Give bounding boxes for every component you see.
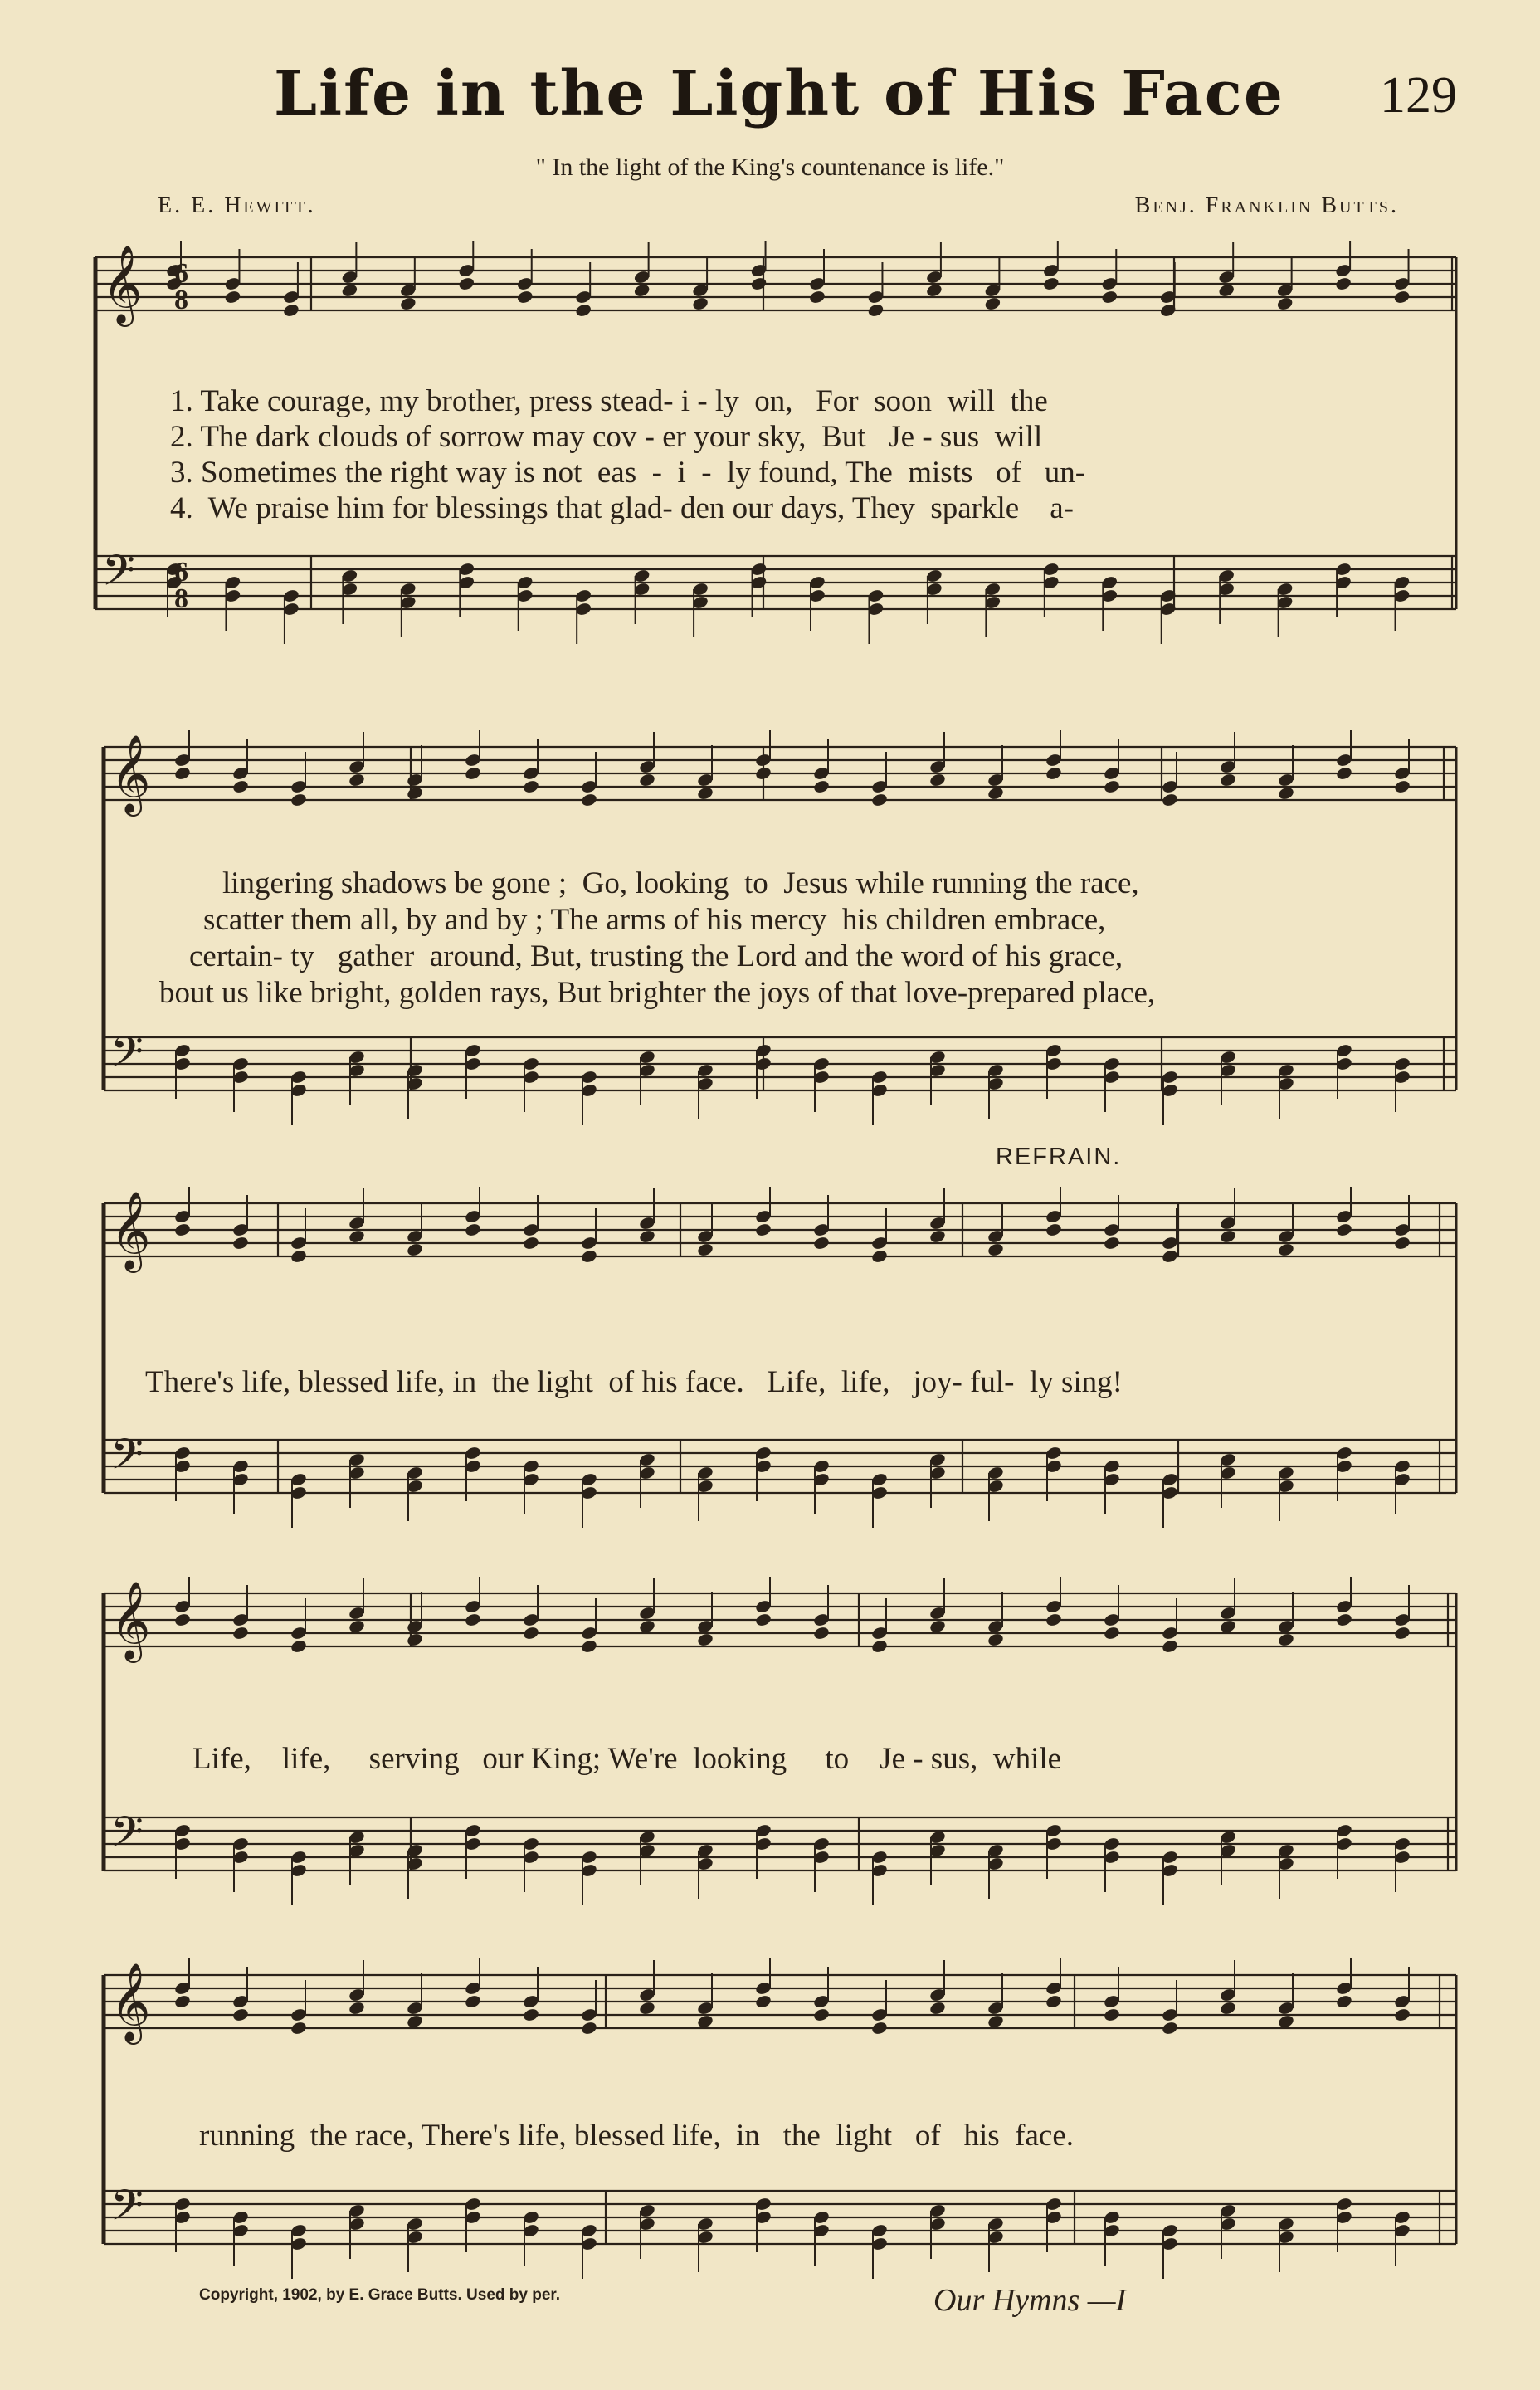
note-head (870, 1639, 889, 1655)
bass-clef-icon: 𝄢 (110, 1807, 144, 1867)
note-head (870, 1249, 889, 1265)
epigraph: " In the light of the King's countenance is life." (535, 154, 1005, 181)
note-head (812, 779, 831, 795)
note-head (1277, 2014, 1295, 2030)
note-head (1045, 766, 1063, 782)
note-head (406, 2014, 424, 2030)
note-head (1219, 2001, 1237, 2017)
hymn-title: Life in the Light of His Face (274, 58, 1284, 129)
note-head (580, 793, 598, 808)
treble-clef-icon: 𝄞 (110, 1581, 151, 1660)
note-head (173, 1612, 192, 1628)
book-footer: Our Hymns —I (933, 2283, 1127, 2318)
note-head (987, 2014, 1005, 2030)
note-head (1045, 1222, 1063, 1238)
note-head (928, 773, 947, 788)
refrain-line-2: Life, life, serving our King; We're looking to Je - sus, while (192, 1742, 1062, 1776)
note-head (1161, 1249, 1179, 1265)
note-head (870, 2021, 889, 2036)
note-head (522, 779, 540, 795)
treble-clef-icon: 𝄞 (110, 1191, 151, 1270)
note-head (1161, 2021, 1179, 2036)
note-head (574, 303, 592, 319)
note-head (231, 1236, 250, 1251)
note-head (464, 1994, 482, 2010)
note-head (224, 290, 242, 305)
note-head (925, 283, 943, 299)
copyright-notice: Copyright, 1902, by E. Grace Butts. Used by per. (199, 2286, 561, 2304)
bass-clef-icon: 𝄢 (110, 1027, 144, 1087)
page-number: 129 (1380, 67, 1457, 124)
note-head (638, 1619, 656, 1635)
note-head (928, 1229, 947, 1245)
treble-clef-icon: 𝄞 (110, 1963, 151, 2041)
note-head (1045, 1612, 1063, 1628)
note-head (812, 1236, 831, 1251)
note-head (1161, 1639, 1179, 1655)
note-head (1217, 283, 1235, 299)
note-head (516, 290, 534, 305)
note-head (1100, 290, 1118, 305)
note-head (696, 786, 714, 802)
note-head (464, 766, 482, 782)
note-head (173, 1222, 192, 1238)
note-head (173, 1994, 192, 2010)
bass-clef-icon: 𝄢 (110, 2180, 144, 2241)
note-head (341, 283, 359, 299)
time-sig-top: 6 (174, 258, 188, 289)
note-head (1277, 1632, 1295, 1648)
verse2-line-1: lingering shadows be gone ; Go, looking to Jesus while running the race, (222, 866, 1139, 900)
bass-clef-icon: 𝄢 (110, 1429, 144, 1490)
note-head (522, 2007, 540, 2023)
note-head (173, 766, 192, 782)
note-head (1393, 1626, 1411, 1641)
note-head (1334, 276, 1352, 292)
note-head (638, 1229, 656, 1245)
note-head (812, 2007, 831, 2023)
note-head (928, 1619, 947, 1635)
verse-line-4: 4. We praise him for blessings that glad- den our days, They sparkle a- (170, 491, 1074, 525)
note-head (464, 1612, 482, 1628)
note-head (638, 2001, 656, 2017)
note-head (1219, 1229, 1237, 1245)
note-head (696, 1242, 714, 1258)
note-head (696, 2014, 714, 2030)
note-head (754, 766, 772, 782)
note-head (1335, 1994, 1353, 2010)
refrain-label: REFRAIN. (996, 1144, 1122, 1170)
note-head (987, 786, 1005, 802)
note-head (399, 296, 417, 312)
note-head (348, 2001, 366, 2017)
note-head (1277, 1242, 1295, 1258)
note-head (1103, 2007, 1121, 2023)
note-head (1335, 1612, 1353, 1628)
note-head (1103, 1626, 1121, 1641)
note-head (580, 2021, 598, 2036)
note-head (231, 779, 250, 795)
time-sig-bottom: 8 (174, 583, 188, 614)
note-head (928, 2001, 947, 2017)
note-head (290, 1249, 308, 1265)
treble-clef-icon: 𝄞 (102, 245, 143, 324)
note-head (1335, 1222, 1353, 1238)
note-head (1103, 1236, 1121, 1251)
note-head (522, 1236, 540, 1251)
note-head (1219, 1619, 1237, 1635)
note-head (406, 1242, 424, 1258)
note-head (633, 283, 651, 299)
verse-line-3: 3. Sometimes the right way is not eas - i - ly found, The mists of un- (170, 456, 1086, 490)
note-head (1045, 1994, 1063, 2010)
note-head (231, 2007, 250, 2023)
composer-credit: Benj. Franklin Butts. (1134, 193, 1399, 218)
note-head (290, 793, 308, 808)
note-head (1335, 766, 1353, 782)
note-head (754, 1994, 772, 2010)
note-head (580, 1249, 598, 1265)
time-sig-bottom: 8 (174, 285, 188, 315)
note-head (1393, 1236, 1411, 1251)
note-head (580, 1639, 598, 1655)
note-head (867, 303, 885, 319)
author-credit: E. E. Hewitt. (158, 193, 316, 218)
note-head (1276, 296, 1294, 312)
note-head (1042, 276, 1060, 292)
note-head (1219, 773, 1237, 788)
note-head (290, 2021, 308, 2036)
note-head (231, 1626, 250, 1641)
verse2-line-2: scatter them all, by and by ; The arms of his mercy his children embrace, (203, 903, 1106, 937)
note-head (870, 793, 889, 808)
note-head (1393, 779, 1411, 795)
note-head (1277, 786, 1295, 802)
note-head (282, 303, 300, 319)
verse-line-1: 1. Take courage, my brother, press stead- i - ly on, For soon will the (170, 384, 1048, 418)
note-head (348, 1619, 366, 1635)
verse2-line-4: bout us like bright, golden rays, But brighter the joys of that love-prepared place, (159, 976, 1156, 1010)
note-head (457, 276, 475, 292)
note-head (812, 1626, 831, 1641)
note-head (1393, 2007, 1411, 2023)
note-head (691, 296, 709, 312)
note-head (754, 1222, 772, 1238)
note-head (406, 1632, 424, 1648)
note-head (750, 276, 768, 292)
bass-clef-icon: 𝄢 (102, 545, 135, 606)
note-head (290, 1639, 308, 1655)
note-head (522, 1626, 540, 1641)
note-head (696, 1632, 714, 1648)
note-head (984, 296, 1002, 312)
verse2-line-3: certain- ty gather around, But, trusting the Lord and the word of his grace, (189, 939, 1123, 973)
note-head (348, 1229, 366, 1245)
note-head (987, 1242, 1005, 1258)
refrain-line-3: running the race, There's life, blessed life, in the light of his face. (199, 2119, 1074, 2153)
time-sig-top: 6 (174, 557, 188, 588)
note-head (1103, 779, 1121, 795)
note-head (808, 290, 826, 305)
note-head (464, 1222, 482, 1238)
note-head (1393, 290, 1411, 305)
note-head (1161, 793, 1179, 808)
note-head (406, 786, 424, 802)
refrain-line-1: There's life, blessed life, in the light of his face. Life, life, joy- ful- ly sing! (145, 1365, 1123, 1399)
note-head (987, 1632, 1005, 1648)
note-head (348, 773, 366, 788)
verse-line-2: 2. The dark clouds of sorrow may cov - er your sky, But Je - sus will (170, 420, 1043, 454)
note-head (638, 773, 656, 788)
treble-clef-icon: 𝄞 (110, 734, 151, 813)
note-head (754, 1612, 772, 1628)
